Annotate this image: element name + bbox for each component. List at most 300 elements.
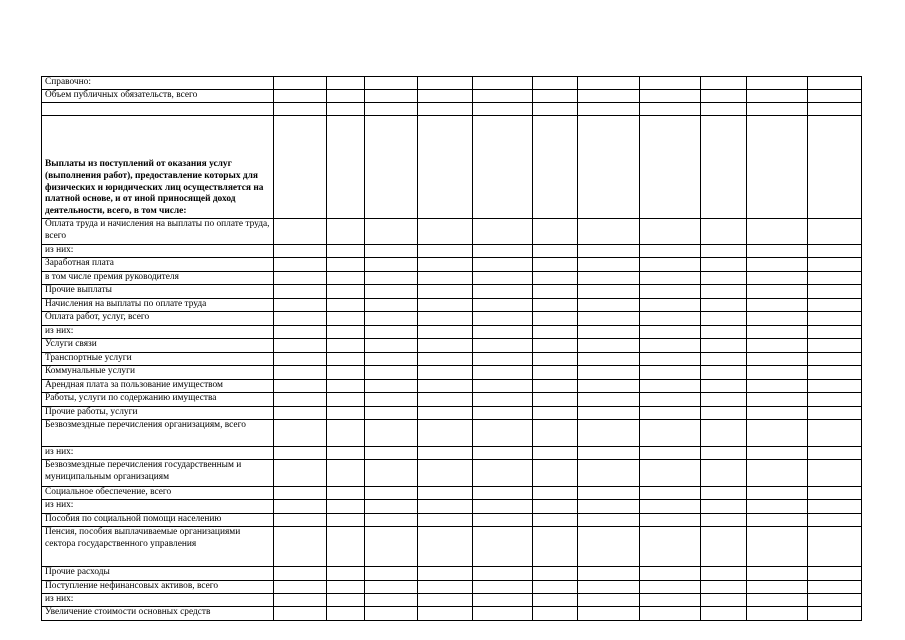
table-cell <box>418 446 473 459</box>
table-row <box>42 218 862 244</box>
table-cell <box>274 338 327 352</box>
table-cell <box>747 566 808 580</box>
table-cell <box>327 379 365 392</box>
table-cell <box>640 580 701 593</box>
table-cell <box>274 580 327 593</box>
table-cell <box>365 580 418 593</box>
table-cell <box>640 419 701 446</box>
table-cell <box>578 392 640 406</box>
table-cell <box>327 499 365 513</box>
table-cell <box>473 77 533 90</box>
table-cell <box>578 606 640 620</box>
table-cell <box>274 513 327 526</box>
table-cell <box>327 513 365 526</box>
table-cell <box>640 311 701 325</box>
table-cell <box>274 271 327 284</box>
table-row <box>42 244 862 257</box>
table-cell <box>533 513 578 526</box>
table-cell <box>418 486 473 499</box>
table-cell <box>808 90 862 103</box>
table-cell <box>701 103 747 116</box>
table-cell <box>274 446 327 459</box>
table-cell <box>701 406 747 419</box>
table-cell <box>808 392 862 406</box>
table-cell <box>578 419 640 446</box>
table-cell <box>747 311 808 325</box>
table-cell <box>747 406 808 419</box>
table-cell <box>473 419 533 446</box>
table-cell <box>640 499 701 513</box>
table-cell <box>640 459 701 486</box>
table-cell <box>473 116 533 219</box>
table-cell <box>533 298 578 311</box>
table-row <box>42 499 862 513</box>
table-cell <box>473 298 533 311</box>
table-cell <box>533 338 578 352</box>
table-cell <box>578 271 640 284</box>
table-cell <box>701 513 747 526</box>
table-row <box>42 271 862 284</box>
table-cell <box>747 218 808 244</box>
table-cell <box>640 116 701 219</box>
table-cell <box>473 90 533 103</box>
table-row <box>42 526 862 566</box>
table-cell <box>418 365 473 379</box>
table-cell <box>418 257 473 271</box>
table-cell <box>808 499 862 513</box>
table-cell <box>473 486 533 499</box>
table-cell <box>365 298 418 311</box>
table-cell <box>274 606 327 620</box>
table-cell <box>701 77 747 90</box>
table-cell <box>808 271 862 284</box>
table-cell <box>418 298 473 311</box>
table-cell <box>274 392 327 406</box>
table-cell <box>473 257 533 271</box>
row-label: Безвозмездные перечисления организациям, всего <box>42 419 274 446</box>
table-cell <box>640 338 701 352</box>
table-cell <box>365 419 418 446</box>
table-cell <box>418 526 473 566</box>
row-label <box>42 103 274 116</box>
row-label: Социальное обеспечение, всего <box>42 486 274 499</box>
table-cell <box>533 365 578 379</box>
table-cell <box>701 352 747 365</box>
table-cell <box>473 406 533 419</box>
table-cell <box>327 116 365 219</box>
table-cell <box>578 116 640 219</box>
table-cell <box>533 419 578 446</box>
table-cell <box>418 406 473 419</box>
table-cell <box>365 103 418 116</box>
table-cell <box>274 311 327 325</box>
row-label: Выплаты из поступлений от оказания услуг (выполнения работ), предоставление которых для физических и юридических лиц осуществляется на платной основе, и от иной приносящей доход деятельности, всего, в том числе: <box>42 116 274 219</box>
row-label: Прочие выплаты <box>42 284 274 298</box>
table-cell <box>327 566 365 580</box>
table-cell <box>274 593 327 606</box>
row-label: Транспортные услуги <box>42 352 274 365</box>
table-cell <box>747 103 808 116</box>
table-row <box>42 257 862 271</box>
table-cell <box>418 606 473 620</box>
row-label: Поступление нефинансовых активов, всего <box>42 580 274 593</box>
table-cell <box>701 257 747 271</box>
table-cell <box>274 486 327 499</box>
table-cell <box>274 218 327 244</box>
table-cell <box>365 77 418 90</box>
table-cell <box>640 298 701 311</box>
table-cell <box>640 90 701 103</box>
table-cell <box>533 459 578 486</box>
table-cell <box>747 419 808 446</box>
row-label: Услуги связи <box>42 338 274 352</box>
table-cell <box>533 593 578 606</box>
table-cell <box>327 218 365 244</box>
table-cell <box>701 298 747 311</box>
table-cell <box>533 406 578 419</box>
table-cell <box>808 593 862 606</box>
table-cell <box>533 352 578 365</box>
table-cell <box>578 298 640 311</box>
table-cell <box>274 257 327 271</box>
table-cell <box>640 77 701 90</box>
table-cell <box>578 486 640 499</box>
table-cell <box>701 499 747 513</box>
table-cell <box>365 459 418 486</box>
table-cell <box>365 446 418 459</box>
table-cell <box>747 459 808 486</box>
table-row <box>42 103 862 116</box>
table-cell <box>701 419 747 446</box>
table-cell <box>473 271 533 284</box>
table-cell <box>808 459 862 486</box>
table-cell <box>808 116 862 219</box>
table-cell <box>365 526 418 566</box>
table-cell <box>578 365 640 379</box>
table-cell <box>533 606 578 620</box>
table-cell <box>640 513 701 526</box>
table-cell <box>640 325 701 338</box>
table-cell <box>418 593 473 606</box>
table-cell <box>418 218 473 244</box>
table-cell <box>418 566 473 580</box>
table-cell <box>808 284 862 298</box>
table-row <box>42 311 862 325</box>
table-cell <box>640 392 701 406</box>
table-cell <box>640 284 701 298</box>
table-cell <box>533 379 578 392</box>
row-label: из них: <box>42 499 274 513</box>
table-cell <box>473 513 533 526</box>
table-cell <box>327 257 365 271</box>
table-cell <box>701 459 747 486</box>
row-label: Начисления на выплаты по оплате труда <box>42 298 274 311</box>
table-cell <box>533 218 578 244</box>
table-row <box>42 513 862 526</box>
table-cell <box>365 271 418 284</box>
table-cell <box>533 499 578 513</box>
table-cell <box>747 244 808 257</box>
table-cell <box>533 446 578 459</box>
table-cell <box>701 116 747 219</box>
table-cell <box>365 338 418 352</box>
table-cell <box>808 244 862 257</box>
table-cell <box>327 271 365 284</box>
table-cell <box>533 526 578 566</box>
table-cell <box>640 352 701 365</box>
table-cell <box>578 352 640 365</box>
table-cell <box>640 486 701 499</box>
table-cell <box>640 257 701 271</box>
table-cell <box>327 103 365 116</box>
table-cell <box>578 580 640 593</box>
table-cell <box>365 90 418 103</box>
table-cell <box>808 218 862 244</box>
table-cell <box>365 606 418 620</box>
table-cell <box>747 365 808 379</box>
table-cell <box>327 77 365 90</box>
table-cell <box>747 606 808 620</box>
table-cell <box>365 284 418 298</box>
table-cell <box>533 284 578 298</box>
table-cell <box>365 218 418 244</box>
table-row <box>42 566 862 580</box>
table-cell <box>578 90 640 103</box>
table-cell <box>701 392 747 406</box>
table-cell <box>640 379 701 392</box>
table-cell <box>578 338 640 352</box>
table-cell <box>365 325 418 338</box>
table-cell <box>327 459 365 486</box>
table-cell <box>747 338 808 352</box>
table-cell <box>327 284 365 298</box>
table-cell <box>640 103 701 116</box>
table-cell <box>473 338 533 352</box>
table-cell <box>365 499 418 513</box>
table-cell <box>365 566 418 580</box>
table-cell <box>640 593 701 606</box>
table-cell <box>701 90 747 103</box>
table-cell <box>533 244 578 257</box>
table-cell <box>533 90 578 103</box>
table-cell <box>533 77 578 90</box>
table-cell <box>365 116 418 219</box>
table-cell <box>327 90 365 103</box>
table-cell <box>365 244 418 257</box>
table-cell <box>808 379 862 392</box>
table-cell <box>327 338 365 352</box>
table-cell <box>808 513 862 526</box>
table-cell <box>808 406 862 419</box>
row-label: Арендная плата за пользование имуществом <box>42 379 274 392</box>
row-label: Пособия по социальной помощи населению <box>42 513 274 526</box>
row-label: Прочие расходы <box>42 566 274 580</box>
table-cell <box>747 352 808 365</box>
table-cell <box>327 244 365 257</box>
table-cell <box>274 352 327 365</box>
table-cell <box>578 284 640 298</box>
table-cell <box>274 419 327 446</box>
table-cell <box>578 103 640 116</box>
table-cell <box>701 580 747 593</box>
table-cell <box>808 352 862 365</box>
row-label: Оплата труда и начисления на выплаты по оплате труда, всего <box>42 218 274 244</box>
table-cell <box>640 271 701 284</box>
expenditure-table <box>41 76 862 621</box>
table-cell <box>365 406 418 419</box>
table-cell <box>473 499 533 513</box>
row-label: Оплата работ, услуг, всего <box>42 311 274 325</box>
row-label: Объем публичных обязательств, всего <box>42 90 274 103</box>
table-cell <box>640 606 701 620</box>
table-cell <box>701 446 747 459</box>
table-cell <box>274 244 327 257</box>
table-cell <box>701 244 747 257</box>
table-cell <box>701 284 747 298</box>
table-cell <box>473 103 533 116</box>
table-row <box>42 606 862 620</box>
table-row <box>42 284 862 298</box>
table-cell <box>533 116 578 219</box>
table-cell <box>578 325 640 338</box>
table-cell <box>747 116 808 219</box>
table-cell <box>578 446 640 459</box>
table-cell <box>701 365 747 379</box>
table-cell <box>747 257 808 271</box>
table-cell <box>808 580 862 593</box>
table-cell <box>578 77 640 90</box>
table-cell <box>808 298 862 311</box>
table-cell <box>578 379 640 392</box>
table-cell <box>701 311 747 325</box>
table-cell <box>418 419 473 446</box>
row-label: Безвозмездные перечисления государственным и муниципальным организациям <box>42 459 274 486</box>
table-cell <box>808 77 862 90</box>
table-cell <box>473 392 533 406</box>
table-cell <box>473 325 533 338</box>
row-label: из них: <box>42 325 274 338</box>
table-cell <box>533 580 578 593</box>
table-cell <box>327 311 365 325</box>
table-row <box>42 325 862 338</box>
table-row <box>42 392 862 406</box>
table-cell <box>701 526 747 566</box>
table-cell <box>578 459 640 486</box>
table-cell <box>274 103 327 116</box>
table-cell <box>418 459 473 486</box>
table-cell <box>365 365 418 379</box>
table-cell <box>747 77 808 90</box>
table-cell <box>578 499 640 513</box>
table-cell <box>533 271 578 284</box>
table-cell <box>418 392 473 406</box>
table-row <box>42 593 862 606</box>
table-cell <box>640 244 701 257</box>
table-cell <box>701 218 747 244</box>
table-cell <box>808 486 862 499</box>
table-cell <box>327 486 365 499</box>
table-cell <box>473 593 533 606</box>
table-cell <box>808 325 862 338</box>
row-label: в том числе премия руководителя <box>42 271 274 284</box>
table-cell <box>327 352 365 365</box>
table-cell <box>533 325 578 338</box>
table-cell <box>274 526 327 566</box>
table-cell <box>327 298 365 311</box>
table-cell <box>418 116 473 219</box>
table-cell <box>274 566 327 580</box>
table-cell <box>640 218 701 244</box>
table-cell <box>365 352 418 365</box>
table-cell <box>327 419 365 446</box>
table-cell <box>578 311 640 325</box>
table-cell <box>578 566 640 580</box>
table-cell <box>473 566 533 580</box>
table-cell <box>274 90 327 103</box>
table-cell <box>701 486 747 499</box>
table-row <box>42 77 862 90</box>
table-cell <box>274 325 327 338</box>
table-cell <box>578 406 640 419</box>
table-cell <box>578 526 640 566</box>
table-row <box>42 580 862 593</box>
row-label: Прочие работы, услуги <box>42 406 274 419</box>
table-cell <box>418 352 473 365</box>
table-cell <box>418 311 473 325</box>
table-row <box>42 486 862 499</box>
table-cell <box>327 365 365 379</box>
row-label: из них: <box>42 244 274 257</box>
table-cell <box>274 77 327 90</box>
table-row <box>42 459 862 486</box>
table-cell <box>701 379 747 392</box>
table-cell <box>418 379 473 392</box>
table-cell <box>418 338 473 352</box>
table-cell <box>473 284 533 298</box>
row-label: Справочно: <box>42 77 274 90</box>
table-row <box>42 352 862 365</box>
table-cell <box>418 244 473 257</box>
table-cell <box>747 593 808 606</box>
table-cell <box>327 325 365 338</box>
table-cell <box>327 392 365 406</box>
table-cell <box>640 406 701 419</box>
table-cell <box>808 566 862 580</box>
table-cell <box>701 325 747 338</box>
table-cell <box>473 459 533 486</box>
table-body <box>42 77 862 621</box>
table-cell <box>274 379 327 392</box>
table-cell <box>578 244 640 257</box>
table-cell <box>533 257 578 271</box>
table-cell <box>640 526 701 566</box>
table-cell <box>701 338 747 352</box>
table-cell <box>327 593 365 606</box>
table-cell <box>701 593 747 606</box>
table-cell <box>747 90 808 103</box>
row-label: из них: <box>42 446 274 459</box>
table-cell <box>533 311 578 325</box>
table-cell <box>808 257 862 271</box>
table-cell <box>365 513 418 526</box>
table-cell <box>747 379 808 392</box>
table-row <box>42 338 862 352</box>
table-cell <box>640 365 701 379</box>
table-cell <box>418 284 473 298</box>
table-cell <box>365 486 418 499</box>
table-cell <box>327 580 365 593</box>
table-cell <box>808 338 862 352</box>
